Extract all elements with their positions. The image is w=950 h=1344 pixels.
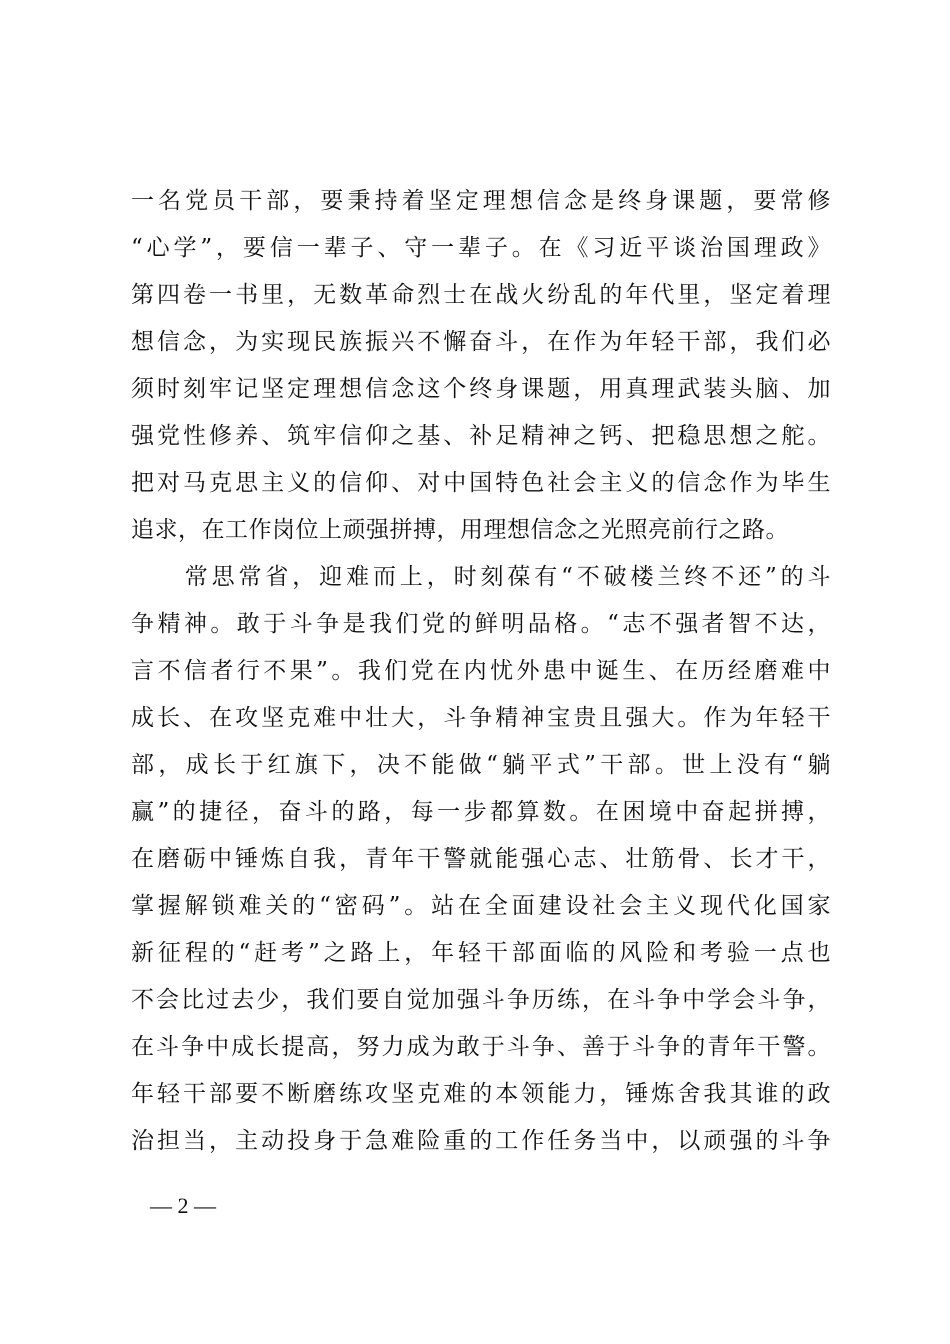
text-line: “心学”，要信一辈子、守一辈子。在《习近平谈治国理政》 — [131, 235, 831, 261]
text-line: 追求，在工作岗位上顽强拼搏，用理想信念之光照亮前行之路。 — [131, 517, 789, 543]
page-number: — 2 — — [150, 1193, 216, 1218]
text-line: 在磨砺中锤炼自我，青年干警就能强心志、壮筋骨、长才干， — [131, 846, 831, 872]
text-line: 赢”的捷径，奋斗的路，每一步都算数。在困境中奋起拼搏， — [131, 799, 831, 825]
text-line: 新征程的“赶考”之路上，年轻干部面临的风险和考验一点也 — [131, 940, 831, 966]
text-line: 部，成长于红旗下，决不能做“躺平式”干部。世上没有“躺 — [131, 752, 831, 778]
text-line: 想信念，为实现民族振兴不懈奋斗，在作为年轻干部，我们必 — [131, 329, 831, 355]
text-line: 强党性修养、筑牢信仰之基、补足精神之钙、把稳思想之舵。 — [131, 423, 831, 449]
text-line: 一名党员干部，要秉持着坚定理想信念是终身课题，要常修 — [131, 188, 831, 214]
text-line: 把对马克思主义的信仰、对中国特色社会主义的信念作为毕生 — [131, 470, 831, 496]
text-line: 须时刻牢记坚定理想信念这个终身课题，用真理武装头脑、加 — [131, 376, 831, 402]
text-line: 不会比过去少，我们要自觉加强斗争历练，在斗争中学会斗争， — [131, 987, 831, 1013]
text-line: 在斗争中成长提高，努力成为敢于斗争、善于斗争的青年干警。 — [131, 1034, 831, 1060]
body-text — [131, 178, 831, 1165]
text-line: 争精神。敢于斗争是我们党的鲜明品格。“志不强者智不达， — [131, 611, 831, 637]
text-line: 掌握解锁难关的“密码”。站在全面建设社会主义现代化国家 — [131, 893, 831, 919]
paragraph-start-line: 常思常省，迎难而上，时刻葆有“不破楼兰终不还”的斗 — [131, 564, 831, 590]
text-line: 成长、在攻坚克难中壮大，斗争精神宝贵且强大。作为年轻干 — [131, 705, 831, 731]
text-line: 第四卷一书里，无数革命烈士在战火纷乱的年代里，坚定着理 — [131, 282, 831, 308]
text-line: 言不信者行不果”。我们党在内忧外患中诞生、在历经磨难中 — [131, 658, 831, 684]
text-line: 年轻干部要不断磨练攻坚克难的本领能力，锤炼舍我其谁的政 — [131, 1081, 831, 1107]
text-line: 治担当，主动投身于急难险重的工作任务当中，以顽强的斗争 — [131, 1128, 831, 1154]
